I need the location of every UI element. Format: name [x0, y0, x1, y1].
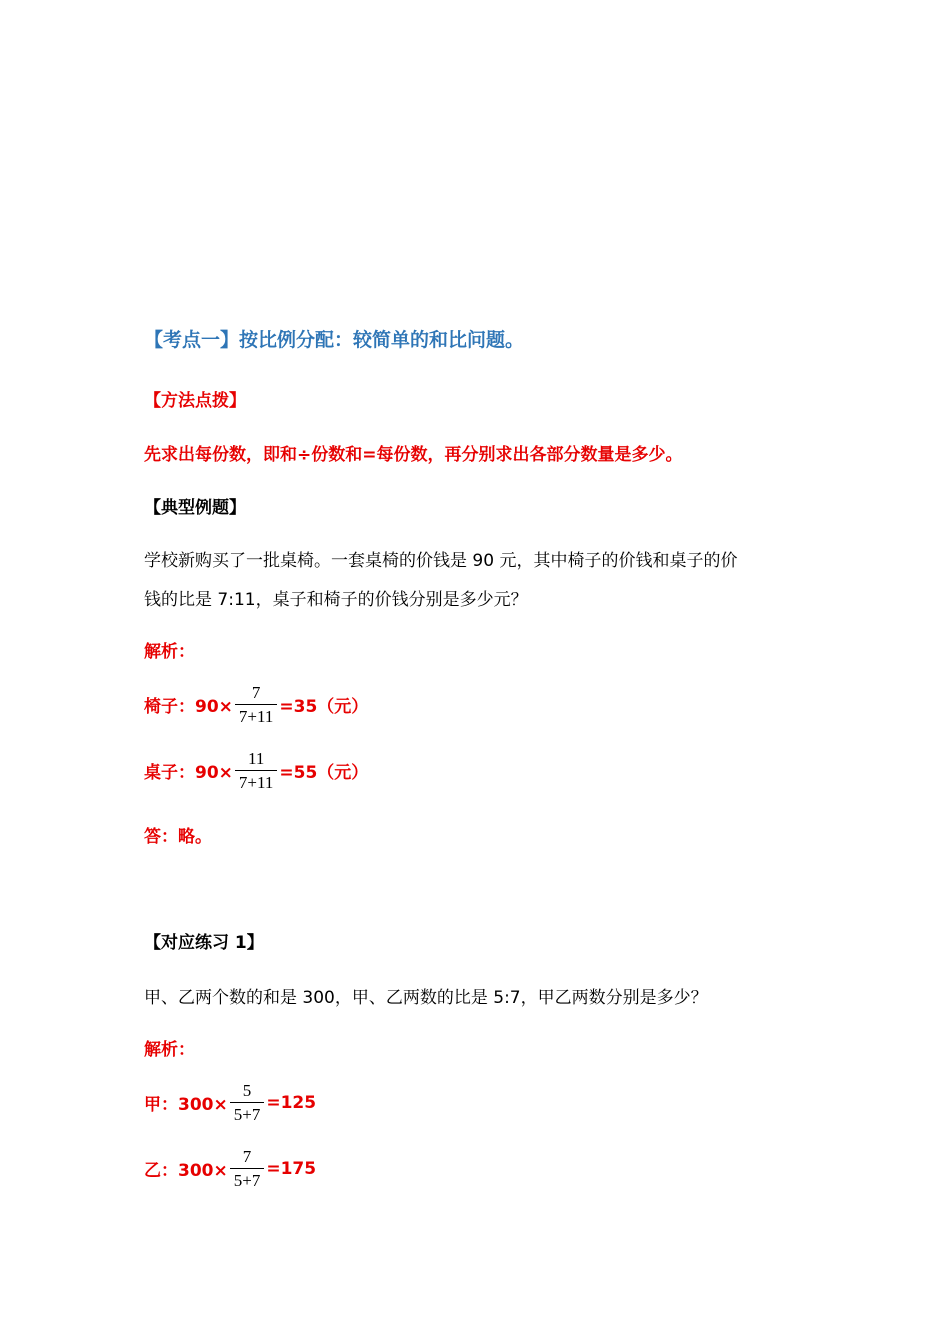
equation-prefix: 乙：300× — [144, 1161, 228, 1181]
example-heading: 【典型例题】 — [144, 498, 246, 518]
fraction-numerator: 5 — [242, 1081, 252, 1100]
practice-analysis-label: 解析： — [144, 1040, 195, 1060]
fraction-numerator: 11 — [247, 749, 265, 768]
example-question-line-1: 学校新购买了一批桌椅。一套桌椅的价钱是 90 元，其中椅子的价钱和桌子的价 — [144, 551, 738, 571]
fraction — [230, 1082, 265, 1123]
equation-prefix: 桌子：90× — [144, 763, 233, 783]
equation-jia — [144, 1082, 316, 1123]
fraction — [235, 750, 277, 791]
example-question-line-2: 钱的比是 7:11，桌子和椅子的价钱分别是多少元？ — [144, 590, 528, 610]
method-heading: 【方法点拨】 — [144, 391, 246, 411]
equation-yi — [144, 1148, 316, 1189]
fraction-numerator: 7 — [251, 683, 261, 702]
analysis-label: 解析： — [144, 642, 195, 662]
practice-heading: 【对应练习 1】 — [144, 933, 264, 953]
equation-result: =175 — [266, 1158, 317, 1179]
equation-chair — [144, 684, 368, 725]
equation-table — [144, 750, 368, 791]
fraction-denominator: 7+11 — [238, 773, 274, 792]
fraction — [230, 1148, 265, 1189]
equation-prefix: 甲：300× — [144, 1095, 228, 1115]
fraction — [235, 684, 277, 725]
fraction-denominator: 5+7 — [233, 1105, 261, 1124]
section-title: 【考点一】按比例分配：较简单的和比问题。 — [144, 329, 525, 351]
equation-result: =35（元） — [279, 697, 369, 717]
equation-result: =55（元） — [279, 763, 369, 783]
equation-prefix: 椅子：90× — [144, 697, 233, 717]
fraction-denominator: 7+11 — [238, 707, 274, 726]
method-text: 先求出每份数，即和÷份数和=每份数，再分别求出各部分数量是多少。 — [144, 445, 683, 465]
answer-text: 答：略。 — [144, 827, 212, 847]
equation-result: =125 — [266, 1092, 317, 1113]
fraction-denominator: 5+7 — [233, 1171, 261, 1190]
practice-question: 甲、乙两个数的和是 300，甲、乙两数的比是 5:7，甲乙两数分别是多少？ — [144, 988, 708, 1008]
fraction-numerator: 7 — [242, 1147, 252, 1166]
